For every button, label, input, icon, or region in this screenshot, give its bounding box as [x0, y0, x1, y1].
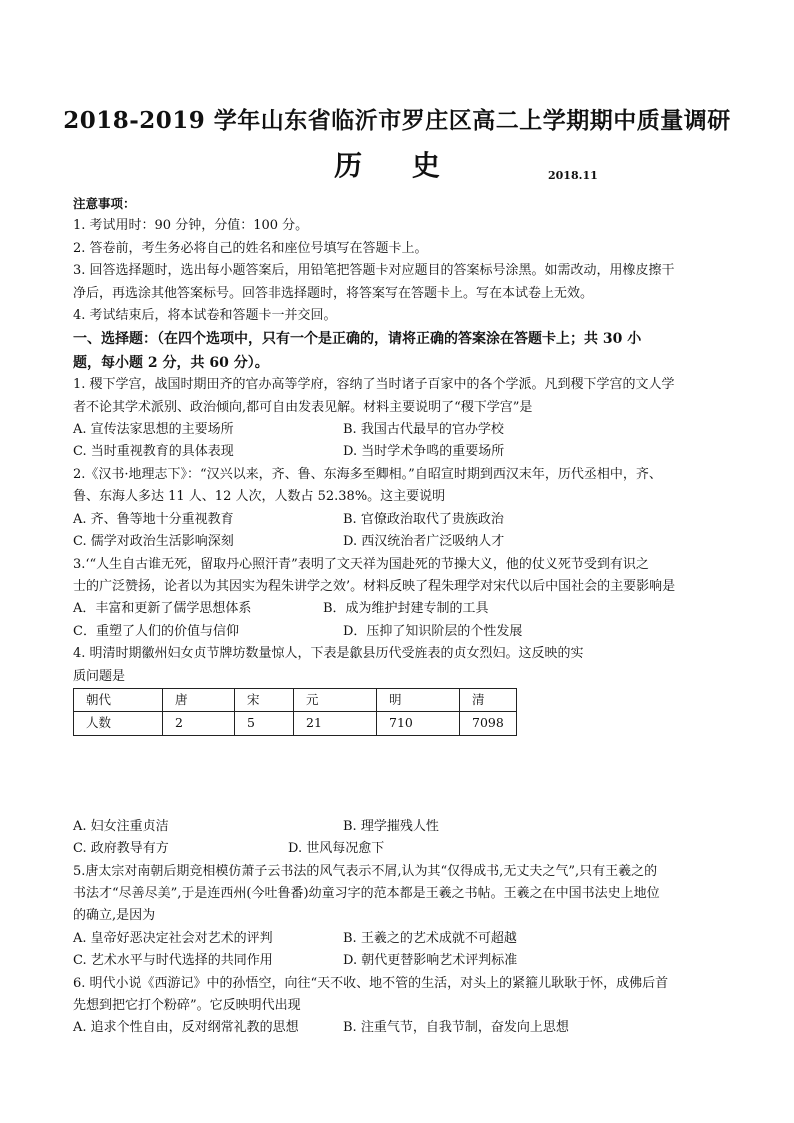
dynasty-table	[73, 688, 517, 736]
question-1-stem: 1. 稷下学宫，战国时期田齐的官办高等学府，容纳了当时诸子百家中的各个学派。凡到稷下学宫的文人学	[73, 377, 675, 393]
blank-space	[73, 736, 723, 816]
option-d: D. 朝代更替影响艺术评判标准	[343, 953, 518, 969]
question-5-stem-cont: 书法才“尽善尽美”,于是连西州(今吐鲁番)幼童习字的范本都是王羲之书帖。王羲之在中国书法史上地位	[73, 885, 660, 901]
note-item: 4. 考试结束后，将本试卷和答题卡一并交回。	[73, 308, 337, 324]
option-a: A. 妇女注重贞洁	[73, 818, 169, 834]
table-cell: 21	[294, 712, 377, 735]
question-5-options-ab	[73, 928, 723, 950]
exam-body	[73, 193, 723, 1040]
question-5-options-cd	[73, 950, 723, 972]
question-6-stem: 6. 明代小说《西游记》中的孙悟空，向往“天不收、地不管的生活，对头上的紧箍儿耿耿于怀，成佛后首	[73, 975, 669, 991]
question-4-stem: 4. 明清时期徽州妇女贞节牌坊数量惊人，下表是歙县历代受旌表的贞女烈妇。这反映的实	[73, 646, 584, 662]
question-2-options-cd	[73, 531, 723, 553]
table-cell: 5	[235, 712, 294, 735]
table-cell: 清	[460, 688, 517, 711]
note-item: 净后，再选涂其他答案标号。回答非选择题时，将答案写在答题卡上。写在本试卷上无效。	[73, 285, 594, 301]
note-item: 3. 回答选择题时，选出每小题答案后，用铅笔把答题卡对应题目的答案标号涂黑。如需改动，用橡皮擦干	[73, 263, 675, 279]
question-4-stem-cont: 质问题是	[73, 668, 126, 684]
section-heading-cont: 题，每小题 2 分，共 60 分）。	[73, 354, 269, 371]
table-row	[74, 712, 517, 735]
question-2-options-ab	[73, 509, 723, 531]
table-cell: 朝代	[74, 688, 163, 711]
question-3-stem: 3.‘“人生自古谁无死，留取丹心照汗青”表明了文天祥为国赴死的节操大义，他的仗义死节受到有识之	[73, 556, 649, 572]
option-d: D．压抑了知识阶层的个性发展	[343, 623, 523, 639]
question-5-stem: 5.唐太宗对南朝后期竞相模仿萧子云书法的风气表示不屑,认为其“仅得成书,无丈夫之气”,只有王羲之的	[73, 863, 658, 879]
option-b: B. 王羲之的艺术成就不可超越	[343, 930, 517, 946]
option-b: B. 理学摧残人性	[343, 818, 439, 834]
note-item: 1. 考试用时：90 分钟，分值：100 分。	[73, 218, 309, 234]
question-4-options-cd	[73, 838, 723, 860]
table-cell: 7098	[460, 712, 517, 735]
exam-title: 2018-2019 学年山东省临沂市罗庄区高二上学期期中质量调研	[63, 107, 731, 134]
question-3-stem-cont: 士的广泛赞扬，论者以为其因实为程朱讲学之效’。材料反映了程朱理学对宋代以后中国社会的主要影响是	[73, 578, 676, 594]
option-b: B. 注重气节，自我节制，奋发向上思想	[343, 1020, 569, 1036]
option-c: C. 当时重视教育的具体表现	[73, 444, 234, 460]
option-c: C．重塑了人们的价值与信仰	[73, 623, 239, 639]
option-b: B. 我国古代最早的官办学校	[343, 422, 504, 438]
note-item: 2. 答卷前，考生务必将自己的姓名和座位号填写在答题卡上。	[73, 240, 428, 256]
exam-date: 2018.11	[548, 169, 598, 182]
table-row	[74, 688, 517, 711]
section-heading: 一、选择题：（在四个选项中，只有一个是正确的，请将正确的答案涂在答题卡上；共 30 小	[73, 331, 642, 348]
option-d: D. 西汉统治者广泛吸纳人才	[343, 534, 505, 550]
question-2-stem: 2.《汉书·地理志下》：“汉兴以来，齐、鲁、东海多至卿相。”自昭宣时期到西汉末年，历代丞相中，齐、	[73, 466, 662, 482]
option-b: B. 官僚政治取代了贵族政治	[343, 511, 504, 527]
question-6-stem-cont: 先想到把它打个粉碎”。它反映明代出现	[73, 998, 301, 1013]
option-a: A. 追求个性自由，反对纲常礼教的思想	[73, 1020, 299, 1036]
option-d: D. 当时学术争鸣的重要场所	[343, 444, 505, 460]
table-cell: 元	[294, 688, 377, 711]
subject-title: 历 史	[334, 149, 460, 182]
question-2-stem-cont: 鲁、东海人多达 11 人、12 人次，人数占 52.38%。这主要说明	[73, 489, 446, 505]
notes-heading: 注意事项：	[73, 196, 136, 211]
option-b: B．成为维护封建专制的工具	[323, 601, 489, 617]
table-cell: 710	[377, 712, 460, 735]
table-cell: 2	[163, 712, 235, 735]
question-1-options-cd	[73, 441, 723, 463]
option-c: C. 政府教导有方	[73, 841, 169, 857]
table-cell: 明	[377, 688, 460, 711]
question-5-stem-end: 的确立,是因为	[73, 908, 156, 924]
question-6-options-ab	[73, 1017, 723, 1039]
question-3-options-ab	[73, 598, 723, 620]
table-cell: 宋	[235, 688, 294, 711]
question-1-options-ab	[73, 419, 723, 441]
option-a: A．丰富和更新了儒学思想体系	[73, 601, 252, 617]
table-cell: 人数	[74, 712, 163, 735]
option-c: C. 艺术水平与时代选择的共同作用	[73, 953, 273, 969]
table-cell: 唐	[163, 688, 235, 711]
option-d: D. 世风每况愈下	[288, 841, 385, 857]
question-1-stem-cont: 者不论其学术派别、政治倾向,都可自由发表见解。材料主要说明了“稷下学宫”是	[73, 399, 533, 415]
option-a: A. 齐、鲁等地十分重视教育	[73, 511, 234, 527]
option-a: A. 宣传法家思想的主要场所	[73, 422, 234, 438]
option-c: C. 儒学对政治生活影响深刻	[73, 534, 234, 550]
option-a: A. 皇帝好恶决定社会对艺术的评判	[73, 930, 273, 946]
question-3-options-cd	[73, 621, 723, 643]
question-4-options-ab	[73, 816, 723, 838]
